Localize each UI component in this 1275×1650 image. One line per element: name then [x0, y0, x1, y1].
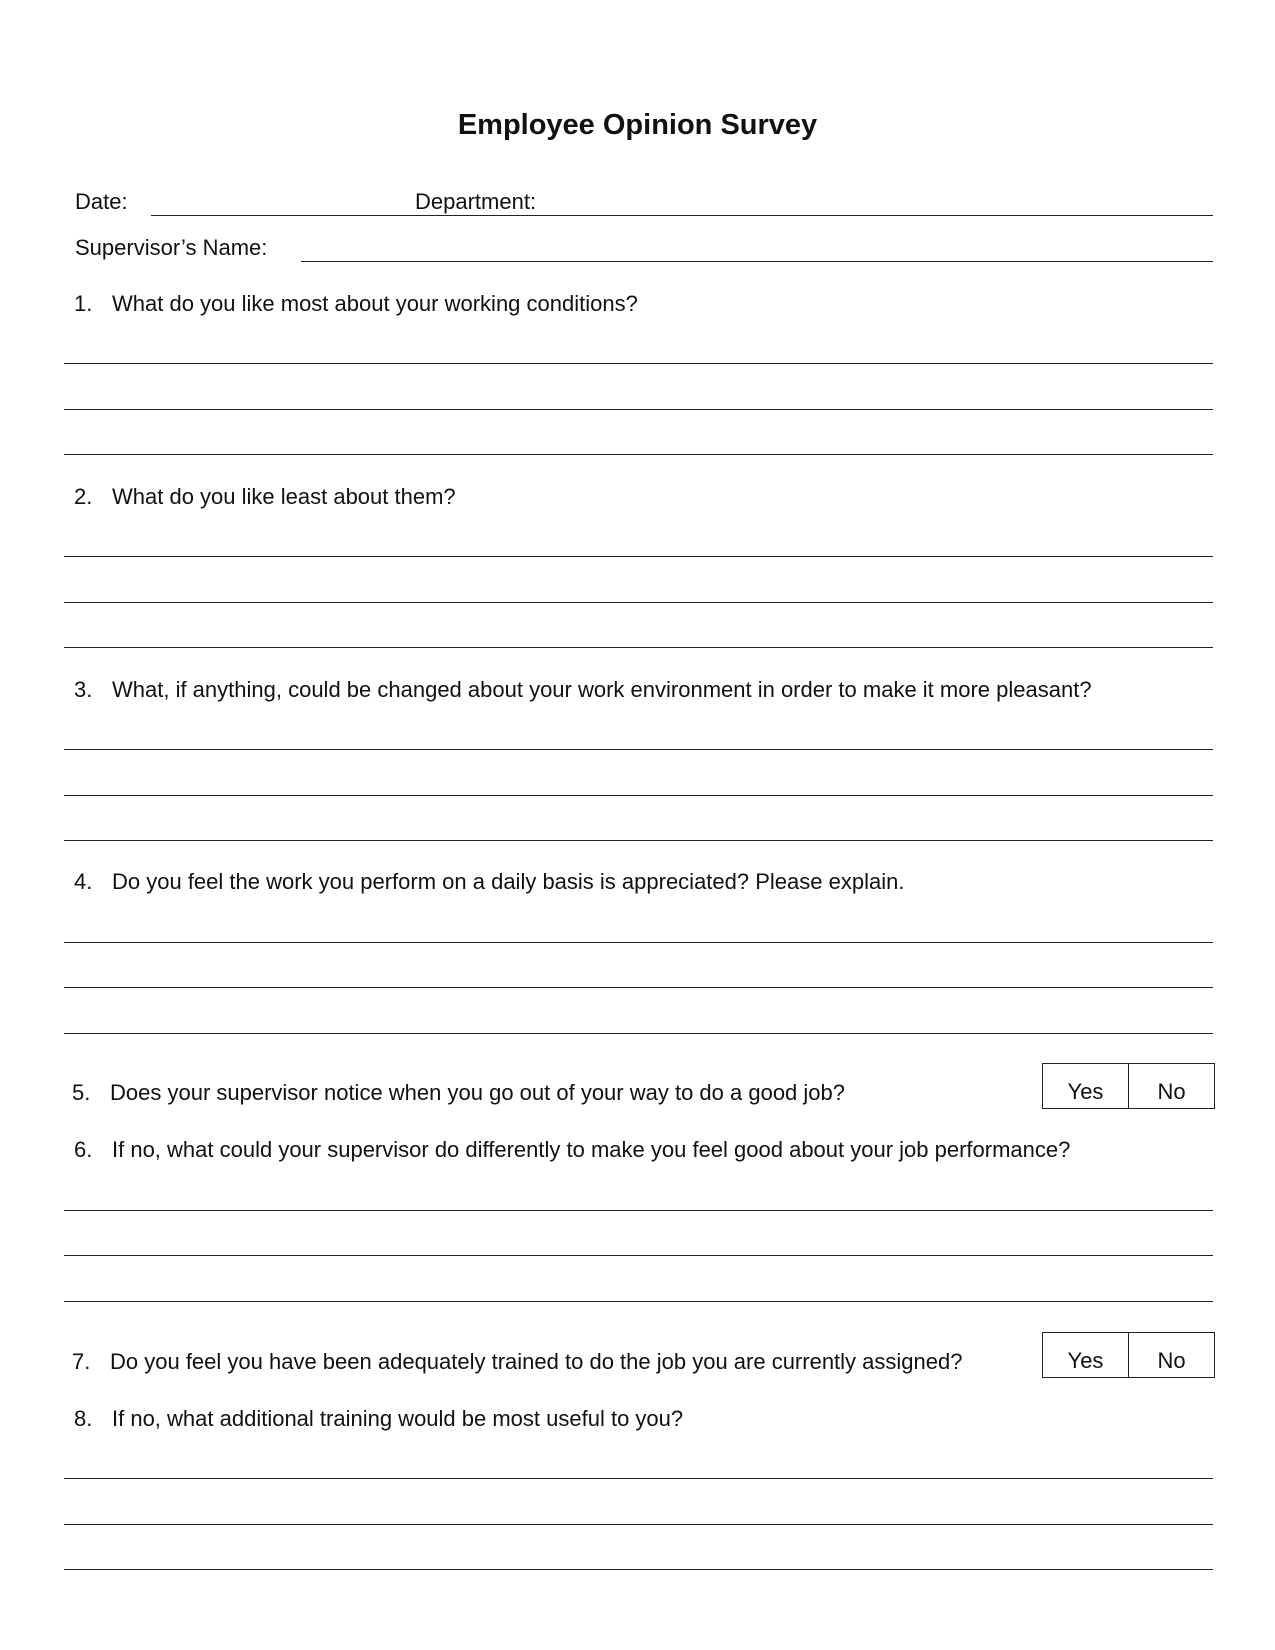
answer-line[interactable] — [64, 942, 1213, 943]
question-number: 3. — [74, 677, 93, 702]
answer-line[interactable] — [64, 749, 1213, 750]
answer-line[interactable] — [64, 556, 1213, 557]
question-number: 7. — [72, 1349, 91, 1374]
question-1 — [74, 291, 638, 317]
answer-line[interactable] — [64, 647, 1213, 648]
page-title: Employee Opinion Survey — [457, 109, 818, 141]
question-text: What, if anything, could be changed about your work environment in order to make it more pleasant? — [112, 677, 1092, 702]
answer-line[interactable] — [64, 840, 1213, 841]
question-4 — [74, 869, 904, 895]
question-text: Do you feel you have been adequately trained to do the job you are currently assigned? — [110, 1349, 963, 1374]
question-number: 4. — [74, 869, 93, 894]
date-label: Date: — [75, 189, 128, 214]
question-number: 2. — [74, 484, 93, 509]
supervisor-name-field[interactable] — [301, 261, 1213, 262]
question-text: Do you feel the work you perform on a daily basis is appreciated? Please explain. — [112, 869, 905, 894]
answer-line[interactable] — [64, 987, 1213, 988]
question-8 — [74, 1406, 683, 1432]
no-option[interactable]: No — [1128, 1333, 1214, 1377]
yes-no-box-q5 — [1042, 1063, 1215, 1109]
answer-line[interactable] — [64, 602, 1213, 603]
question-text: If no, what could your supervisor do differently to make you feel good about your job performance? — [112, 1137, 1071, 1162]
question-7 — [72, 1349, 962, 1375]
yes-no-box-q7 — [1042, 1332, 1215, 1378]
question-3 — [74, 677, 1092, 703]
answer-line[interactable] — [64, 1210, 1213, 1211]
question-text: If no, what additional training would be most useful to you? — [112, 1406, 684, 1431]
question-text: What do you like most about your working conditions? — [112, 291, 638, 316]
question-number: 8. — [74, 1406, 93, 1431]
yes-option[interactable]: Yes — [1067, 1079, 1104, 1104]
answer-line[interactable] — [64, 1524, 1213, 1525]
answer-line[interactable] — [64, 1255, 1213, 1256]
answer-line[interactable] — [64, 454, 1213, 455]
department-label: Department: — [415, 189, 537, 214]
question-5 — [72, 1080, 845, 1106]
no-option[interactable]: No — [1128, 1064, 1214, 1108]
answer-line[interactable] — [64, 795, 1213, 796]
answer-line[interactable] — [64, 363, 1213, 364]
answer-line[interactable] — [64, 1478, 1213, 1479]
question-number: 6. — [74, 1137, 93, 1162]
question-6 — [74, 1137, 1070, 1163]
answer-line[interactable] — [64, 1033, 1213, 1034]
question-number: 5. — [72, 1080, 91, 1105]
department-field[interactable] — [301, 215, 1213, 216]
question-2 — [74, 484, 456, 510]
question-text: Does your supervisor notice when you go out of your way to do a good job? — [110, 1080, 846, 1105]
question-number: 1. — [74, 291, 93, 316]
date-field[interactable] — [151, 215, 301, 216]
answer-line[interactable] — [64, 409, 1213, 410]
yes-option[interactable]: Yes — [1067, 1348, 1104, 1373]
answer-line[interactable] — [64, 1301, 1213, 1302]
question-text: What do you like least about them? — [112, 484, 456, 509]
supervisor-name-label: Supervisor’s Name: — [75, 235, 268, 260]
answer-line[interactable] — [64, 1569, 1213, 1570]
